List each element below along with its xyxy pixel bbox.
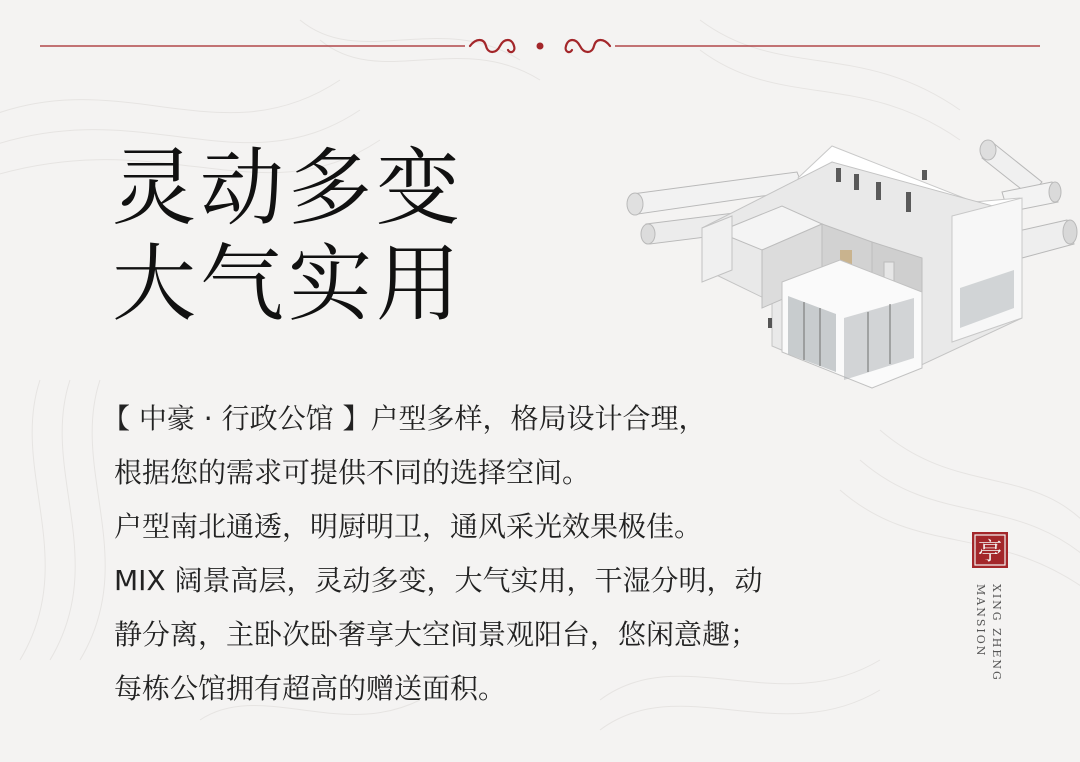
description-line: 每栋公馆拥有超高的赠送面积。 bbox=[114, 672, 507, 705]
description-paragraph bbox=[102, 392, 882, 716]
description-line: 静分离，主卧次卧奢享大空间景观阳台，悠闲意趣； bbox=[114, 618, 759, 651]
headline-line-2: 大气实用 bbox=[112, 235, 465, 333]
brand-name-line-1: XING ZHENG bbox=[990, 584, 1003, 682]
top-ornament-divider bbox=[40, 30, 1040, 62]
description-line: 【 中豪 · 行政公馆 】户型多样，格局设计合理， bbox=[102, 402, 707, 435]
headline-line-1: 灵动多变 bbox=[112, 139, 465, 237]
brand-name-line-2: MANSION bbox=[974, 584, 987, 658]
red-seal-stamp-icon bbox=[970, 530, 1010, 570]
description-line: 户型南北通透，明厨明卫，通风采光效果极佳。 bbox=[114, 510, 703, 543]
description-line: 根据您的需求可提供不同的选择空间。 bbox=[114, 456, 591, 489]
brand-vertical-name bbox=[966, 584, 1018, 694]
ornament-center-dot bbox=[537, 43, 544, 50]
seal-glyph: 亭 bbox=[978, 537, 1002, 565]
description-line: MIX 阔景高层，灵动多变，大气实用，干湿分明，动 bbox=[114, 564, 763, 597]
headline bbox=[112, 140, 464, 332]
floorplan-model-illustration bbox=[622, 132, 1078, 412]
